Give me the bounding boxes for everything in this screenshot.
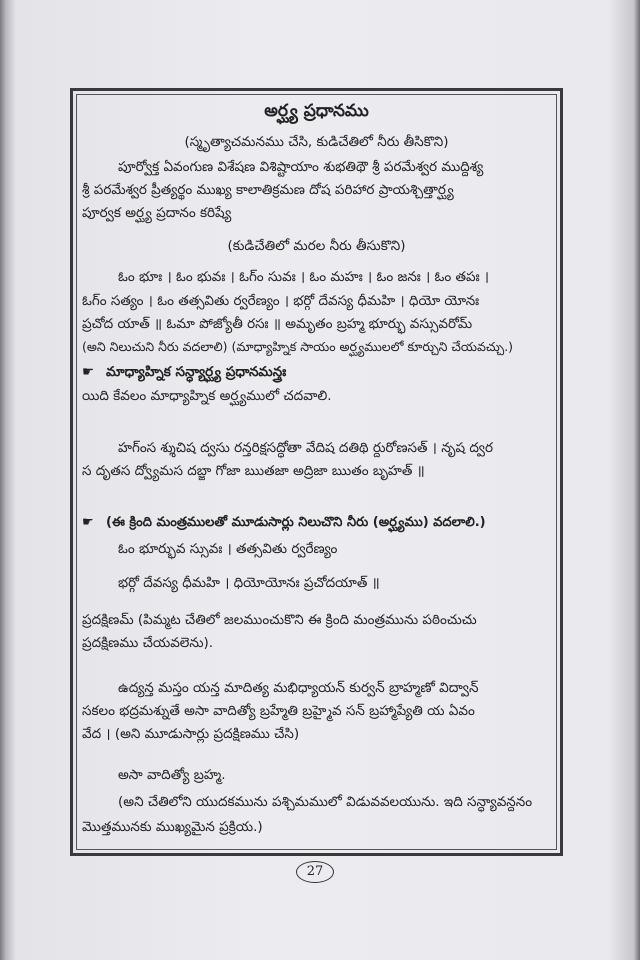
pointing-hand-icon: ☛ <box>82 515 94 530</box>
section-heading <box>82 513 560 533</box>
text-line: మొత్తమునకు ముఖ్యమైన ప్రక్రియ.) <box>82 819 263 835</box>
text-line: (అని చేతిలోని యుదకమును పశ్చిమములో విడువవలయును. ఇది సన్ధ్యావన్దనం <box>118 794 533 810</box>
pointing-hand-icon: ☛ <box>82 364 95 380</box>
mantra-line: హగ్ంస శ్శుచిష ద్వసు రన్తరిక్షసద్ధోతా వేదిష దతిథి ర్దురోణసత్ । నృష ద్వర <box>118 440 494 456</box>
text-line: ప్రదక్షిణమ్ (పిమ్మట చేతిలో జలముంచుకొని ఈ క్రింది మంత్రమును పఠించుచు <box>82 612 477 628</box>
instruction: (స్మృత్యాచమనము చేసి, కుడిచేతిలో నీరు తీసికొని) <box>184 134 449 150</box>
mantra-line: ఓగ్ం సత్యం । ఓం తత్సవితు ర్వరేణ్యం । భర్గో దేవస్య ధీమహి । ధియో యోనః <box>82 293 480 309</box>
text-line: యిది కేవలం మాధ్యాహ్నిక అర్ఘ్యములో చదవాలి. <box>82 388 332 404</box>
text-line: శ్రీ పరమేశ్వర ప్రీత్యర్థం ముఖ్య కాలాతిక్రమణ దోష పరిహార ప్రాయశ్చిత్తార్ఘ్య <box>82 182 454 198</box>
mantra-line: భర్గో దేవస్య ధీమహి । ధియోయోనః ప్రచోదయాత్ ॥ <box>118 575 380 591</box>
section-heading-text: (ఈ క్రింది మంత్రములతో మూడుసార్లు నిలుచొని నీరు (అర్ఘ్యము) వదలాలి.) <box>106 515 486 530</box>
text-line: ప్రదక్షిణము చేయవలెను). <box>82 635 214 651</box>
mantra-line: వేద । (అని మూడుసార్లు ప్రదక్షిణము చేసి) <box>82 726 300 742</box>
instruction: (అని నిలుచుని నీరు వదలాలి) (మాధ్యాహ్నిక సాయం అర్ఘ్యములలో కూర్చుని చేయవచ్చు.) <box>82 339 514 354</box>
mantra-line: ఉద్యన్త మస్తం యన్త మాదిత్య మభిధ్యాయన్ కుర్వన్ బ్రాహ్మణో విద్వాన్ <box>118 680 479 696</box>
page-title: అర్ఘ్య ప్రధానము <box>264 101 369 121</box>
text-line: పూర్వోక్త ఏవంగుణ విశేషణ విశిష్టాయాం శుభతిథౌ శ్రీ పరమేశ్వర ముద్దిశ్య <box>118 159 484 175</box>
mantra-line: స దృతస ద్వ్యోమస దబ్జా గోజా ఋతజా అద్రిజా ఋతం బృహత్ ॥ <box>82 463 425 479</box>
section-heading <box>82 362 560 382</box>
mantra-line: సకలం భద్రమశ్నుతే అసా వాదిత్యో బ్రహ్మేతి బ్రహ్మైవ సన్ బ్రహ్మాప్యేతి య ఏవం <box>82 703 475 719</box>
mantra-line: అసా వాదిత్యో బ్రహ్మ. <box>118 767 226 783</box>
mantra-line: ఓం భూః । ఓం భువః । ఓగ్ం సువః । ఓం మహః । ఓం జనః । ఓం తపః । <box>118 269 490 285</box>
mantra-line: ఓం భూర్భువ స్సువః । తత్సవితు ర్వరేణ్యం <box>118 541 338 557</box>
section-heading-text: మాధ్యాహ్నిక సన్ధ్యార్ఘ్య ప్రధానమన్త్రః <box>106 364 287 380</box>
text-line: పూర్వక అర్ఘ్య ప్రదానం కరిష్యే <box>82 205 232 221</box>
instruction: (కుడిచేతిలో మరల నీరు తీసుకొని) <box>227 238 406 254</box>
mantra-line: ప్రచోద యాత్ ॥ ఓమా పోజ్యోతీ రసః ॥ అమృతం బ్రహ్మ భూర్భు వస్సువరోమ్ <box>82 316 473 332</box>
page-number: 27 <box>296 861 334 883</box>
